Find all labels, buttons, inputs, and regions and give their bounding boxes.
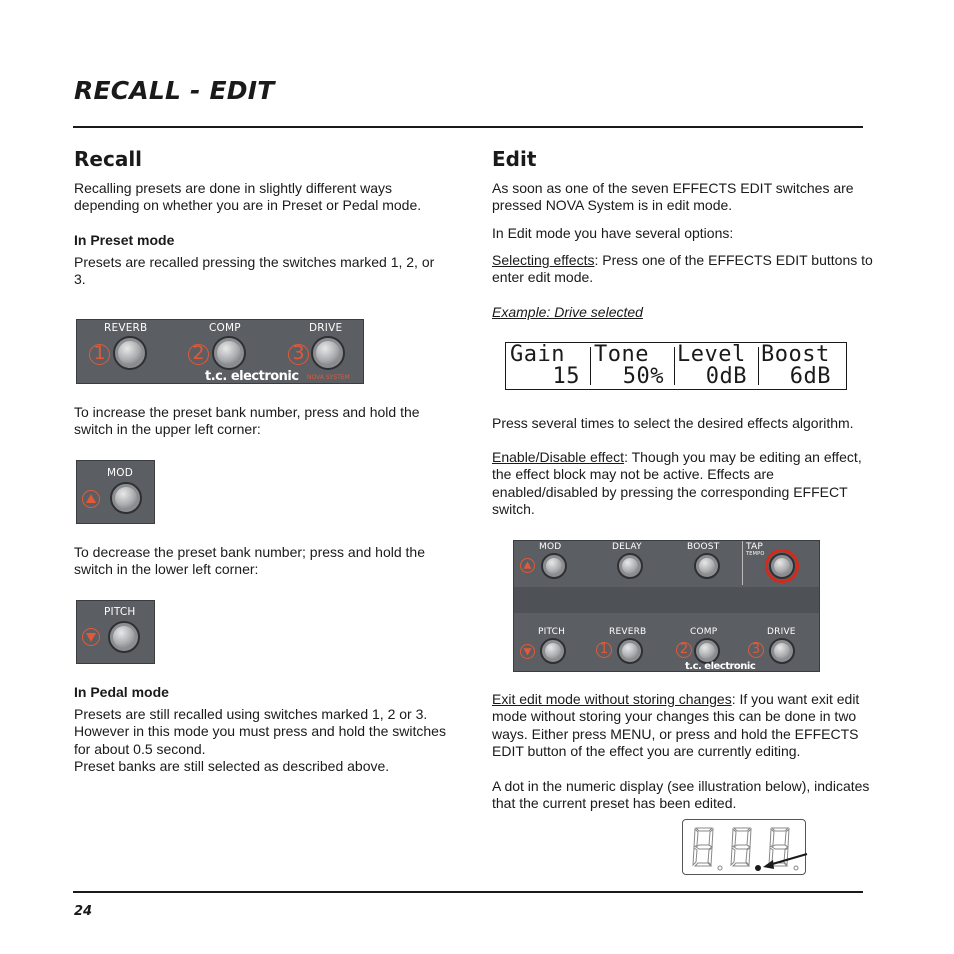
- decrease-text: To decrease the preset bank number; press and hold the switch in the lower left corner:: [74, 544, 425, 578]
- tc-electronic-logo: t.c. electronic: [685, 661, 756, 672]
- lcd-divider: [590, 347, 591, 385]
- bank-down-icon: [82, 628, 100, 646]
- tc-electronic-logo: t.c. electronic: [205, 369, 299, 384]
- tap-top-label: TAP: [746, 542, 763, 552]
- drive-switch-label: DRIVE: [309, 322, 343, 334]
- preset-number-2: 2: [188, 344, 209, 365]
- press-several-text: Press several times to select the desired effects algorithm.: [492, 415, 854, 431]
- bank-down-icon: [520, 644, 535, 659]
- pedal-mode-text-2: Preset banks are still selected as described above.: [74, 758, 390, 774]
- preset-number-1: 1: [89, 344, 110, 365]
- enable-disable-text: [492, 449, 868, 519]
- footer-rule: [73, 891, 863, 893]
- enable-disable-label: Enable/Disable effect: [492, 449, 625, 465]
- lcd-param-name: Tone: [594, 342, 649, 367]
- lcd-divider: [758, 347, 759, 385]
- header-rule: [73, 126, 863, 128]
- exit-edit-label: Exit edit mode without storing changes: [492, 691, 732, 707]
- pitch-switch-label: PITCH: [104, 606, 136, 618]
- footswitch-1[interactable]: [113, 336, 147, 370]
- bank-up-icon: [82, 490, 100, 508]
- comp-switch-label: COMP: [209, 322, 241, 334]
- page-number: 24: [74, 904, 93, 919]
- bank-up-icon: [520, 558, 535, 573]
- reverb-bottom-label: REVERB: [609, 627, 647, 637]
- mod-switch-label: MOD: [107, 467, 134, 479]
- mod-top-label: MOD: [539, 542, 562, 552]
- lcd-display: [505, 342, 847, 390]
- mod-footswitch[interactable]: [110, 482, 142, 514]
- panel-divider-band: [514, 587, 819, 613]
- lcd-param-value: 50%: [622, 364, 664, 389]
- comp-bottom-label: COMP: [690, 627, 718, 637]
- reverb-switch-label: REVERB: [104, 322, 148, 334]
- increase-text: To increase the preset bank number, press and hold the switch in the upper left corner:: [74, 404, 420, 438]
- enable-disable-desc: : Though you may be editing an effect, the effect block may not be active. Effects are enabled/disabled by pressing the corresponding EFFECT switch.: [492, 449, 862, 518]
- nova-system-logo: NOVA SYSTEM: [307, 374, 350, 381]
- switch-panel-edit: [513, 540, 820, 672]
- footswitch-2[interactable]: [212, 336, 246, 370]
- numeric-display: [682, 819, 806, 875]
- selecting-effects-desc: : Press one of the EFFECTS EDIT buttons to enter edit mode.: [492, 252, 873, 286]
- preset-number-3: 3: [288, 344, 309, 365]
- lcd-param-value: 6dB: [789, 364, 831, 389]
- lcd-param-name: Gain: [510, 342, 565, 367]
- lcd-param-value: 15: [552, 364, 580, 389]
- pointer-arrow-icon: [763, 850, 813, 874]
- lcd-divider: [674, 347, 675, 385]
- drive-edit-switch[interactable]: [769, 638, 795, 664]
- pitch-bottom-label: PITCH: [538, 627, 566, 637]
- lcd-param-name: Boost: [761, 342, 830, 367]
- page-title: RECALL - EDIT: [74, 76, 275, 105]
- footswitch-3[interactable]: [311, 336, 345, 370]
- drive-bottom-label: DRIVE: [767, 627, 796, 637]
- preset-mode-text: Presets are recalled pressing the switches marked 1, 2, or 3.: [74, 254, 435, 288]
- preset-mode-heading: In Preset mode: [74, 232, 175, 248]
- lcd-param-value: 0dB: [705, 364, 747, 389]
- selecting-effects-label: Selecting effects: [492, 252, 595, 268]
- tap-tempo-switch[interactable]: [769, 553, 795, 579]
- lcd-param-name: Level: [677, 342, 746, 367]
- recall-heading: Recall: [74, 147, 143, 171]
- delay-top-label: DELAY: [612, 542, 642, 552]
- pedal-mode-text: Presets are still recalled using switches marked 1, 2 or 3. However in this mode you must press and hold the switches for about 0.5 second.: [74, 706, 446, 757]
- delay-edit-switch[interactable]: [617, 553, 643, 579]
- edit-intro: As soon as one of the seven EFFECTS EDIT switches are pressed NOVA System is in edit mode.: [492, 180, 854, 214]
- mod-edit-switch[interactable]: [541, 553, 567, 579]
- exit-edit-text: [492, 691, 878, 761]
- edit-heading: Edit: [492, 147, 537, 171]
- switch-mod-panel: [76, 460, 155, 524]
- tempo-sub-label: TEMPO: [746, 551, 765, 557]
- edit-number-3: 3: [748, 642, 764, 658]
- pedal-mode-heading: In Pedal mode: [74, 684, 169, 700]
- boost-edit-switch[interactable]: [694, 553, 720, 579]
- reverb-edit-switch[interactable]: [617, 638, 643, 664]
- edit-options: In Edit mode you have several options:: [492, 225, 734, 241]
- pitch-footswitch[interactable]: [108, 621, 140, 653]
- boost-top-label: BOOST: [687, 542, 720, 552]
- example-caption: Example: Drive selected: [492, 304, 643, 320]
- switch-panel-preset: [76, 319, 364, 384]
- edit-number-2: 2: [676, 642, 692, 658]
- selecting-effects-text: [492, 252, 876, 287]
- dot-text: A dot in the numeric display (see illustration below), indicates that the current preset has been edited.: [492, 778, 870, 812]
- switch-pitch-panel: [76, 600, 155, 664]
- pitch-edit-switch[interactable]: [540, 638, 566, 664]
- edit-number-1: 1: [596, 642, 612, 658]
- tap-divider: [742, 541, 743, 585]
- exit-edit-desc: : If you want exit edit mode without storing your changes this can be done in two ways. Either press MENU, or press and hold the EFFECTS EDIT button of the effect you are currently editing.: [492, 691, 860, 760]
- recall-intro: Recalling presets are done in slightly different ways depending on whether you are in Preset or Pedal mode.: [74, 180, 422, 214]
